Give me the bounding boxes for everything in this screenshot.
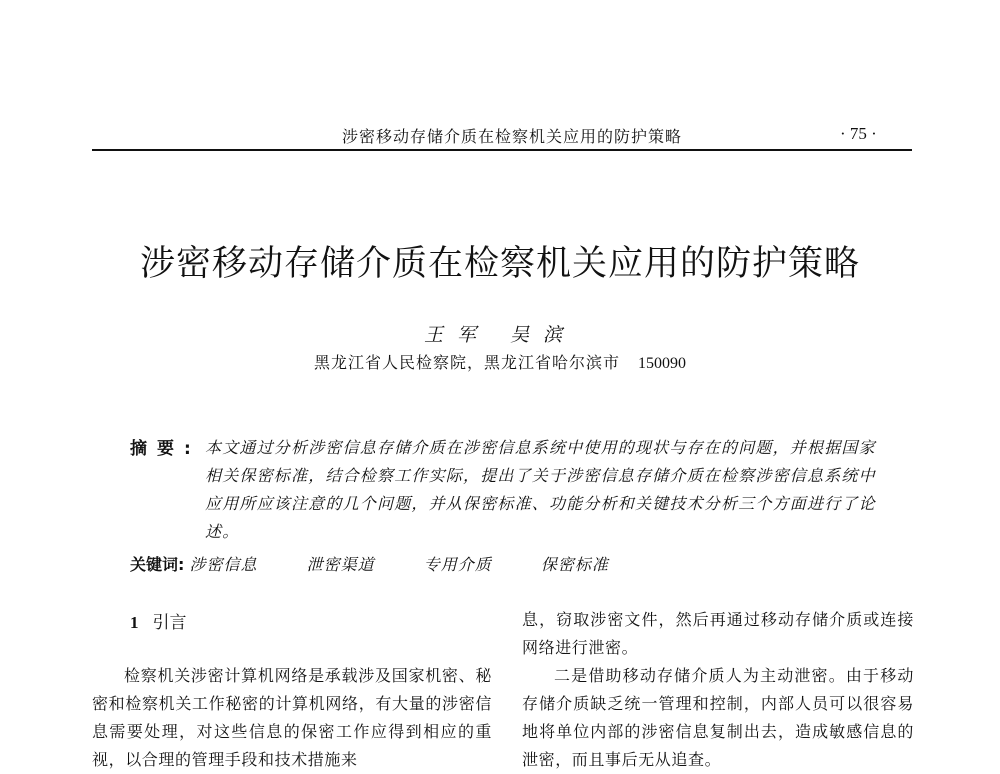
keyword: 涉密信息 (189, 555, 258, 574)
section-number: 1 (130, 613, 139, 632)
running-head-title: 涉密移动存储介质在检察机关应用的防护策略 (342, 127, 683, 146)
left-column (92, 662, 492, 774)
right-paragraph: 二是借助移动存储介质人为主动泄密。由于移动存储介质缺乏统一管理和控制，内部人员可以很容易地将单位内部的涉密信息复制出去，造成敏感信息的泄密，而且事后无从追查。 (522, 666, 914, 769)
section-title: 引言 (152, 613, 187, 633)
authors: 王军 吴滨 (423, 324, 577, 346)
affiliation-text: 黑龙江省人民检察院，黑龙江省哈尔滨市 (313, 353, 620, 372)
header-rule (92, 149, 912, 151)
keywords-line (130, 552, 653, 575)
page-number: · 75 · (840, 124, 877, 143)
abstract-text: 本文通过分析涉密信息存储介质在涉密信息系统中使用的现状与存在的问题，并根据国家相关保密标准，结合检察工作实际，提出了关于涉密信息存储介质在检察涉密信息系统中应用所应该注意的几个问题，并从保密标准、功能分析和关键技术分析三个方面进行了论述。 (205, 438, 876, 541)
keyword: 保密标准 (540, 555, 609, 574)
affiliation (0, 350, 1000, 373)
section-heading (130, 608, 187, 633)
abstract-label: 摘要: (130, 439, 201, 459)
keyword: 专用介质 (423, 555, 492, 574)
keywords-label: 关键词: (130, 555, 185, 574)
keyword: 泄密渠道 (306, 555, 375, 574)
article-title: 涉密移动存储介质在检察机关应用的防护策略 (139, 244, 860, 284)
right-paragraph-continued: 息，窃取涉密文件，然后再通过移动存储介质或连接网络进行泄密。 (522, 610, 914, 657)
right-column (522, 606, 914, 774)
left-paragraph: 检察机关涉密计算机网络是承载涉及国家机密、秘密和检察机关工作秘密的计算机网络，有大量的涉密信息需要处理，对这些信息的保密工作应得到相应的重视，以合理的管理手段和技术措施来 (92, 666, 492, 769)
postcode: 150090 (638, 355, 686, 372)
